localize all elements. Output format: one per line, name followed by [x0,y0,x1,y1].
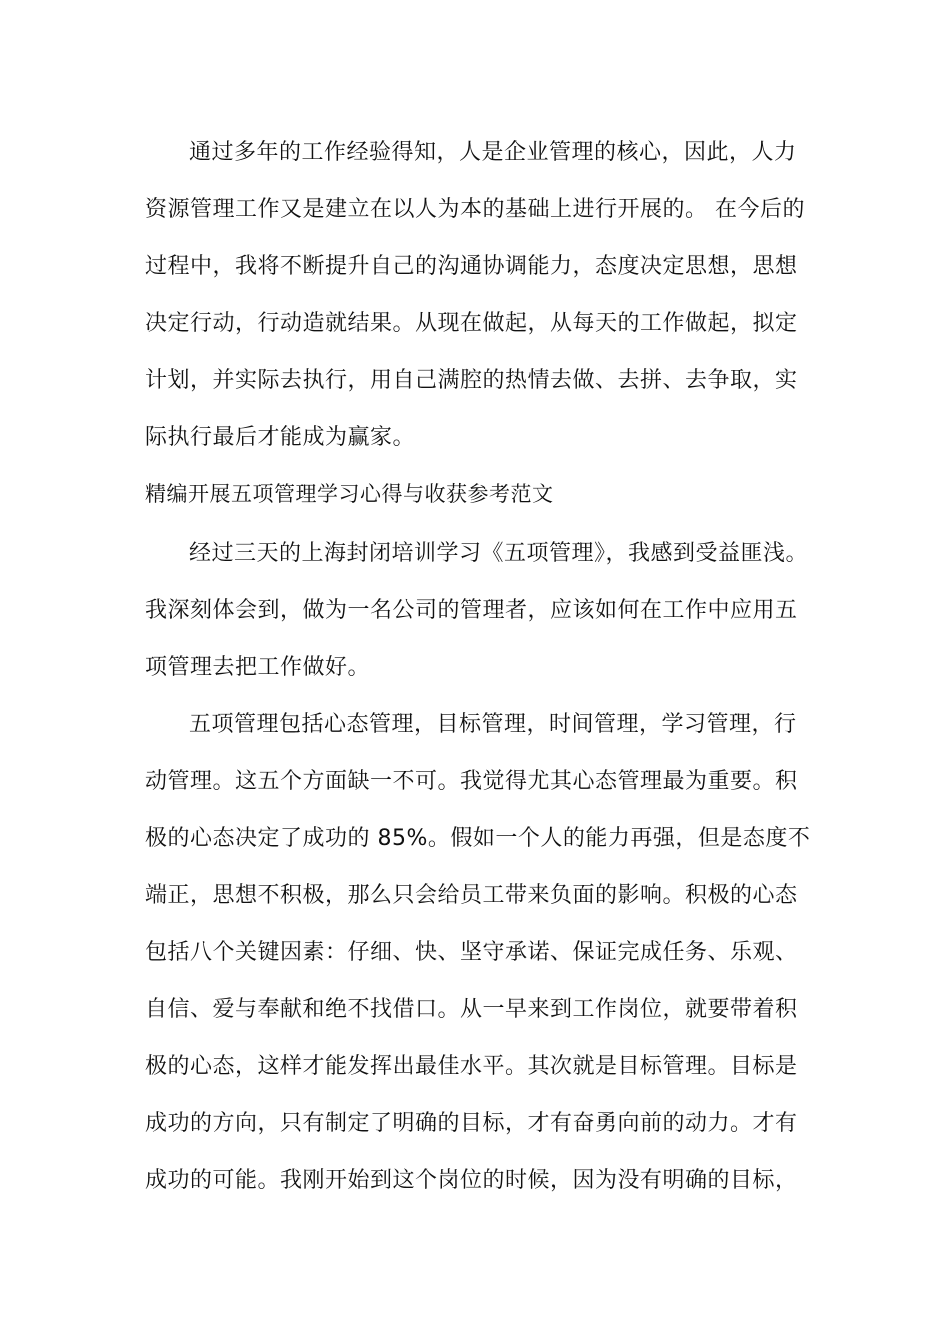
paragraph-1-line-1: 通过多年的工作经验得知，人是企业管理的核心，因此，人力 [189,140,797,165]
paragraph-3-line-7: 极的心态，这样才能发挥出最佳水平。其次就是目标管理。目标是 [145,1054,798,1079]
paragraph-2-line-1: 经过三天的上海封闭培训学习《五项管理》，我感到受益匪浅。 [189,541,809,566]
document-heading-block [145,466,815,523]
paragraph-3-line-8: 成功的方向，只有制定了明确的目标，才有奋勇向前的动力。才有 [145,1111,798,1136]
paragraph-3-line-1: 五项管理包括心态管理，目标管理，时间管理，学习管理，行 [189,712,797,737]
paragraph-1-line-3: 过程中，我将不断提升自己的沟通协调能力，态度决定思想，思想 [145,254,798,279]
paragraph-3-line-3: 极的心态决定了成功的 85%。假如一个人的能力再强，但是态度不 [145,826,811,851]
paragraph-3-line-4: 端正，思想不积极，那么只会给员工带来负面的影响。积极的心态 [145,883,798,908]
paragraph-1-line-2: 资源管理工作又是建立在以人为本的基础上进行开展的。 在今后的 [145,197,805,222]
paragraph-1 [145,124,815,466]
paragraph-3-line-6: 自信、爱与奉献和绝不找借口。从一早来到工作岗位，就要带着积 [145,997,798,1022]
paragraph-3-line-5: 包括八个关键因素：仔细、快、坚守承诺、保证完成任务、乐观、 [145,940,798,965]
paragraph-3-line-2: 动管理。这五个方面缺一不可。我觉得尤其心态管理最为重要。积 [145,769,798,794]
paragraph-2-line-3: 项管理去把工作做好。 [145,655,371,680]
paragraph-2 [145,525,815,696]
paragraph-1-line-5: 计划，并实际去执行，用自己满腔的热情去做、去拼、去争取，实 [145,368,798,393]
document-heading: 精编开展五项管理学习心得与收获参考范文 [145,482,554,506]
paragraph-1-line-6: 际执行最后才能成为赢家。 [145,425,416,450]
paragraph-3 [145,696,815,1209]
paragraph-3-line-9: 成功的可能。我刚开始到这个岗位的时候，因为没有明确的目标， [145,1168,798,1193]
paragraph-2-line-2: 我深刻体会到，做为一名公司的管理者，应该如何在工作中应用五 [145,598,798,623]
paragraph-1-line-4: 决定行动，行动造就结果。从现在做起，从每天的工作做起，拟定 [145,311,798,336]
